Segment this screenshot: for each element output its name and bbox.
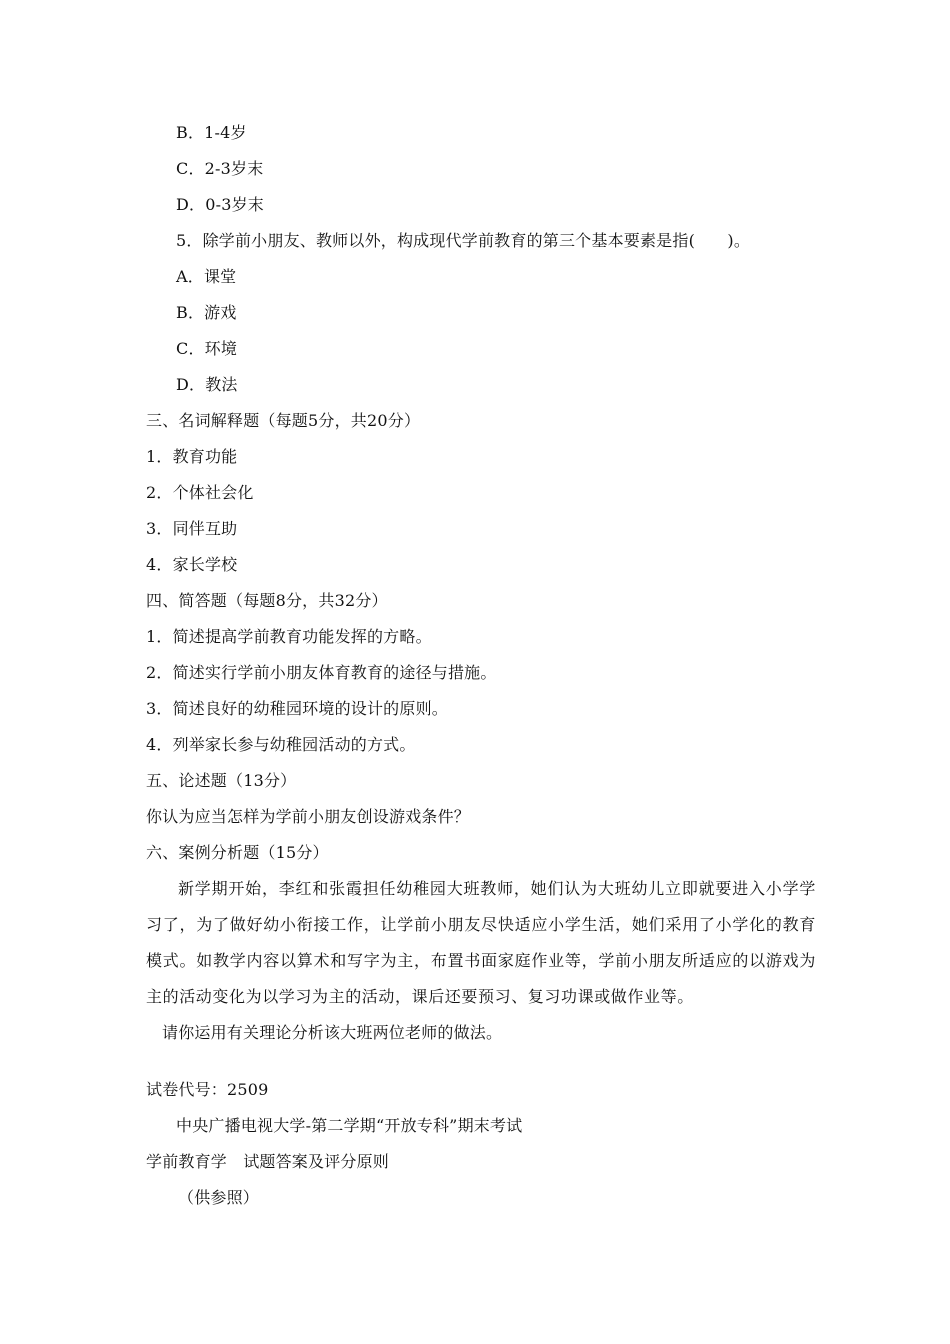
- q5-option-a: A．课堂: [176, 267, 237, 286]
- q5-option-c: C．环境: [176, 339, 238, 358]
- option-d: D．0-3岁末: [176, 195, 264, 214]
- list-item: 1．教育功能: [146, 447, 238, 466]
- answer-title: 中央广播电视大学-第二学期“开放专科”期末考试: [176, 1116, 523, 1135]
- list-item: 1．简述提高学前教育功能发挥的方略。: [146, 627, 432, 646]
- q5-option-d: D．教法: [176, 375, 238, 394]
- list-item: 4．家长学校: [146, 555, 238, 574]
- case-question: 请你运用有关理论分析该大班两位老师的做法。: [162, 1023, 503, 1042]
- list-item: 3．简述良好的幼稚园环境的设计的原则。: [146, 699, 448, 718]
- section-5-heading: 五、论述题（13分）: [146, 771, 297, 790]
- section-4-heading: 四、简答题（每题8分，共32分）: [146, 591, 388, 610]
- list-item: 4．列举家长参与幼稚园活动的方式。: [146, 735, 416, 754]
- exam-code: 试卷代号：2509: [146, 1080, 269, 1099]
- reference-note: （供参照）: [178, 1188, 260, 1207]
- q5-option-b: B．游戏: [176, 303, 237, 322]
- option-c: C．2-3岁末: [176, 159, 264, 178]
- section-6-heading: 六、案例分析题（15分）: [146, 843, 329, 862]
- list-item: 3．同伴互助: [146, 519, 238, 538]
- option-b: B．1-4岁: [176, 123, 247, 142]
- list-item: 2．简述实行学前小朋友体育教育的途径与措施。: [146, 663, 497, 682]
- section-3-heading: 三、名词解释题（每题5分，共20分）: [146, 411, 421, 430]
- question-5-stem: 5．除学前小朋友、教师以外，构成现代学前教育的第三个基本要素是指( )。: [176, 231, 751, 250]
- list-item: 2．个体社会化: [146, 483, 254, 502]
- case-paragraph: 新学期开始，李红和张霞担任幼稚园大班教师，她们认为大班幼儿立即就要进入小学学习了，为了做好幼小衔接工作，让学前小朋友尽快适应小学生活，她们采用了小学化的教育模式。如教学内容以算术和写字为主，布置书面家庭作业等，学前小朋友所适应的以游戏为主的活动变化为以学习为主的活动，课后还要预习、复习功课或做作业等。: [146, 879, 816, 1006]
- answer-subtitle: 学前教育学 试题答案及评分原则: [146, 1152, 390, 1171]
- essay-question: 你认为应当怎样为学前小朋友创设游戏条件？: [146, 807, 471, 826]
